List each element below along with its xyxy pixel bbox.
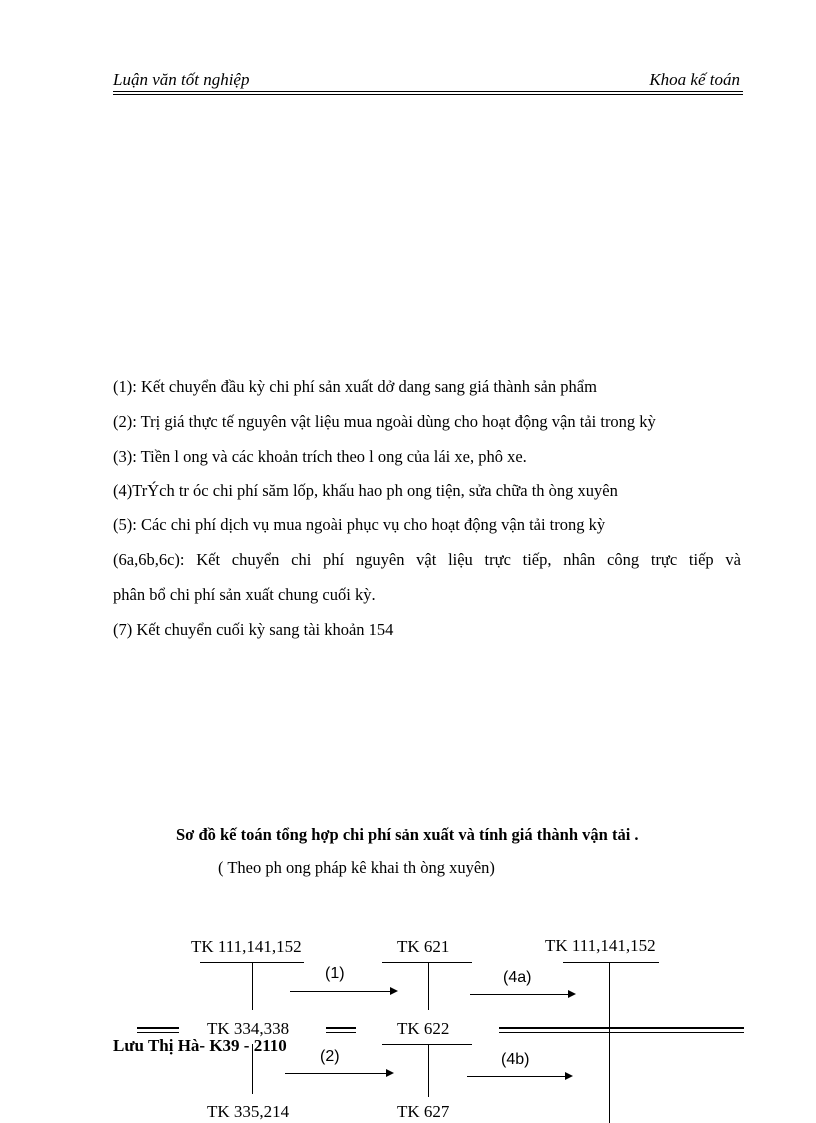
account-tk-622-stem (428, 1044, 429, 1097)
note-3: (3): Tiền l ong và các khoản trích theo l ong của lái xe, phô xe. (113, 447, 527, 466)
account-tk-621-stem (428, 962, 429, 1010)
arrow-2-label: (2) (320, 1048, 340, 1065)
account-tk-111-right: TK 111,141,152 (545, 936, 656, 955)
note-2: (2): Trị giá thực tế nguyên vật liệu mua ngoài dùng cho hoạt động vận tải trong kỳ (113, 412, 656, 431)
account-tk-627: TK 627 (397, 1102, 450, 1121)
arrow-1-label: (1) (325, 965, 345, 982)
account-tk-334: TK 334,338 (207, 1019, 290, 1038)
account-tk-111-right-rule (563, 962, 659, 963)
account-tk-622: TK 622 (397, 1019, 450, 1038)
header-rule-thin (113, 94, 743, 95)
account-tk-621-rule (382, 962, 472, 963)
arrow-4a-label: (4a) (503, 969, 532, 986)
note-5: (5): Các chi phí dịch vụ mua ngoài phục vụ cho hoạt động vận tải trong kỳ (113, 515, 606, 534)
arrow-4b (467, 1076, 571, 1077)
note-6-continued: phân bổ chi phí sản xuất chung cuối kỳ. (113, 585, 376, 604)
note-6: (6a,6b,6c): Kết chuyển chi phí nguyên vật liệu trực tiếp, nhân công trực tiếp và (113, 550, 741, 569)
arrow-4a (470, 994, 574, 995)
diagram-title: Sơ đồ kế toán tổng hợp chi phí sản xuất và tính giá thành vận tải . (176, 825, 639, 844)
arrow-1 (290, 991, 396, 992)
footer-rule-left (137, 1027, 179, 1033)
footer-rule-mid (326, 1027, 356, 1033)
account-tk-335: TK 335,214 (207, 1102, 290, 1121)
header-right-title: Khoa kế toán (649, 70, 740, 89)
account-tk-334-stem (252, 1044, 253, 1094)
footer-author: Lưu Thị Hà- K39 - 2110 (113, 1036, 287, 1055)
header-rule (113, 91, 743, 92)
account-tk-111-left-stem (252, 962, 253, 1010)
note-1: (1): Kết chuyển đầu kỳ chi phí sản xuất dở dang sang giá thành sản phẩm (113, 377, 597, 396)
account-tk-622-rule (382, 1044, 472, 1045)
account-tk-111-left: TK 111,141,152 (191, 937, 302, 956)
arrow-2 (285, 1073, 392, 1074)
note-4: (4)TrÝch tr óc chi phí săm lốp, khấu hao ph ong tiện, sửa chữa th òng xuyên (113, 481, 618, 500)
note-7: (7) Kết chuyển cuối kỳ sang tài khoản 154 (113, 620, 394, 639)
diagram-subtitle: ( Theo ph ong pháp kê khai th òng xuyên) (218, 858, 495, 877)
header-left-title: Luận văn tốt nghiệp (113, 70, 250, 89)
account-tk-621: TK 621 (397, 937, 450, 956)
arrow-4b-label: (4b) (501, 1051, 530, 1068)
account-tk-111-right-stem (609, 962, 610, 1123)
footer-rule-right (499, 1027, 744, 1033)
